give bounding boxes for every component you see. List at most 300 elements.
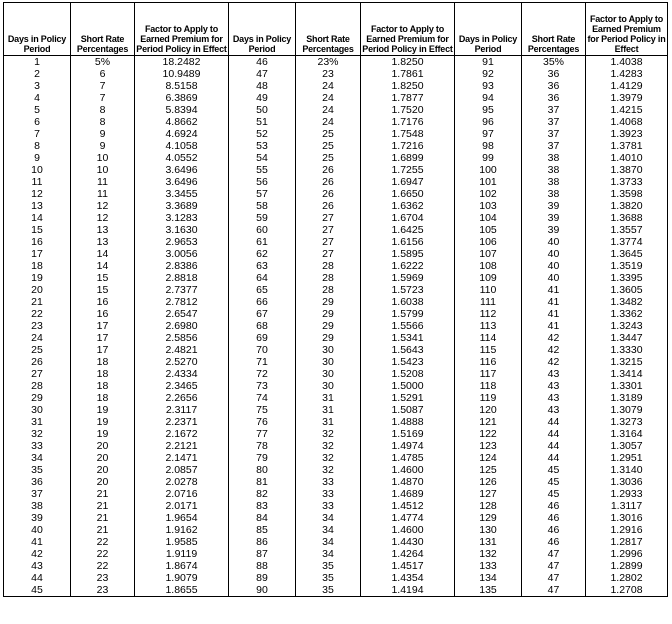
factor-cell: 1.3557 (586, 224, 668, 236)
table-row (4, 512, 668, 524)
factor-cell: 1.3079 (586, 404, 668, 416)
days-cell: 132 (455, 548, 522, 560)
short-rate-cell: 31 (296, 392, 361, 404)
factor-cell: 1.2916 (586, 524, 668, 536)
factor-cell: 1.4600 (361, 524, 455, 536)
factor-cell: 1.7255 (361, 164, 455, 176)
short-rate-cell: 20 (71, 464, 135, 476)
factor-cell: 6.3869 (135, 92, 229, 104)
table-row (4, 320, 668, 332)
factor-cell: 1.4888 (361, 416, 455, 428)
table-row (4, 272, 668, 284)
days-cell: 40 (4, 524, 71, 536)
days-cell: 43 (4, 560, 71, 572)
days-cell: 34 (4, 452, 71, 464)
table-row (4, 476, 668, 488)
short-rate-cell: 42 (522, 356, 586, 368)
short-rate-cell: 18 (71, 368, 135, 380)
table-row (4, 440, 668, 452)
days-cell: 28 (4, 380, 71, 392)
days-cell: 41 (4, 536, 71, 548)
short-rate-cell: 31 (296, 416, 361, 428)
factor-cell: 1.5566 (361, 320, 455, 332)
days-cell: 78 (229, 440, 296, 452)
factor-cell: 1.4010 (586, 152, 668, 164)
factor-cell: 2.2656 (135, 392, 229, 404)
days-cell: 134 (455, 572, 522, 584)
short-rate-cell: 47 (522, 572, 586, 584)
factor-cell: 1.5169 (361, 428, 455, 440)
short-rate-cell: 25 (296, 140, 361, 152)
short-rate-cell: 43 (522, 380, 586, 392)
factor-cell: 2.4821 (135, 344, 229, 356)
short-rate-cell: 47 (522, 584, 586, 597)
header-factor-col1: Factor to Apply to Earned Premium for Period Policy in Effect (135, 3, 229, 56)
factor-cell: 2.6547 (135, 308, 229, 320)
factor-cell: 1.2951 (586, 452, 668, 464)
factor-cell: 4.0552 (135, 152, 229, 164)
factor-cell: 1.5087 (361, 404, 455, 416)
short-rate-cell: 11 (71, 188, 135, 200)
table-row (4, 152, 668, 164)
days-cell: 54 (229, 152, 296, 164)
short-rate-cell: 38 (522, 164, 586, 176)
short-rate-cell: 39 (522, 212, 586, 224)
table-row (4, 68, 668, 80)
days-cell: 58 (229, 200, 296, 212)
factor-cell: 1.5723 (361, 284, 455, 296)
factor-cell: 1.3774 (586, 236, 668, 248)
factor-cell: 1.2802 (586, 572, 668, 584)
factor-cell: 1.3688 (586, 212, 668, 224)
factor-cell: 1.3330 (586, 344, 668, 356)
factor-cell: 1.5208 (361, 368, 455, 380)
days-cell: 75 (229, 404, 296, 416)
short-rate-cell: 17 (71, 320, 135, 332)
header-days-col3: Days in Policy Period (455, 3, 522, 56)
days-cell: 114 (455, 332, 522, 344)
factor-cell: 2.3465 (135, 380, 229, 392)
factor-cell: 1.7877 (361, 92, 455, 104)
factor-cell: 1.4974 (361, 440, 455, 452)
short-rate-cell: 20 (71, 440, 135, 452)
short-rate-cell: 30 (296, 344, 361, 356)
factor-cell: 2.0171 (135, 500, 229, 512)
short-rate-cell: 13 (71, 236, 135, 248)
short-rate-cell: 27 (296, 248, 361, 260)
factor-cell: 1.6362 (361, 200, 455, 212)
days-cell: 26 (4, 356, 71, 368)
factor-cell: 1.4194 (361, 584, 455, 597)
days-cell: 119 (455, 392, 522, 404)
days-cell: 108 (455, 260, 522, 272)
short-rate-cell: 38 (522, 152, 586, 164)
factor-cell: 1.5000 (361, 380, 455, 392)
factor-cell: 1.4354 (361, 572, 455, 584)
factor-cell: 1.9654 (135, 512, 229, 524)
days-cell: 45 (4, 584, 71, 597)
days-cell: 88 (229, 560, 296, 572)
factor-cell: 2.2121 (135, 440, 229, 452)
short-rate-cell: 17 (71, 332, 135, 344)
factor-cell: 2.4334 (135, 368, 229, 380)
factor-cell: 1.3036 (586, 476, 668, 488)
factor-cell: 1.6704 (361, 212, 455, 224)
short-rate-cell: 35% (522, 56, 586, 69)
factor-cell: 1.3140 (586, 464, 668, 476)
factor-cell: 1.3117 (586, 500, 668, 512)
short-rate-cell: 44 (522, 452, 586, 464)
short-rate-cell: 47 (522, 548, 586, 560)
factor-cell: 1.3243 (586, 320, 668, 332)
short-rate-cell: 23 (71, 572, 135, 584)
factor-cell: 1.4600 (361, 464, 455, 476)
short-rate-cell: 38 (522, 176, 586, 188)
factor-cell: 1.3164 (586, 428, 668, 440)
factor-cell: 18.2482 (135, 56, 229, 69)
short-rate-cell: 30 (296, 356, 361, 368)
short-rate-cell: 21 (71, 512, 135, 524)
days-cell: 105 (455, 224, 522, 236)
factor-cell: 1.6038 (361, 296, 455, 308)
short-rate-cell: 32 (296, 440, 361, 452)
short-rate-cell: 30 (296, 368, 361, 380)
days-cell: 122 (455, 428, 522, 440)
short-rate-cell: 39 (522, 200, 586, 212)
table-row (4, 488, 668, 500)
days-cell: 127 (455, 488, 522, 500)
factor-cell: 3.6496 (135, 164, 229, 176)
factor-cell: 2.0716 (135, 488, 229, 500)
days-cell: 104 (455, 212, 522, 224)
factor-cell: 3.6496 (135, 176, 229, 188)
factor-cell: 2.0278 (135, 476, 229, 488)
short-rate-cell: 14 (71, 248, 135, 260)
days-cell: 126 (455, 476, 522, 488)
days-cell: 4 (4, 92, 71, 104)
days-cell: 67 (229, 308, 296, 320)
short-rate-cell: 41 (522, 320, 586, 332)
days-cell: 125 (455, 464, 522, 476)
short-rate-cell: 18 (71, 392, 135, 404)
days-cell: 106 (455, 236, 522, 248)
factor-cell: 1.9585 (135, 536, 229, 548)
short-rate-cell: 29 (296, 308, 361, 320)
short-rate-cell: 46 (522, 524, 586, 536)
factor-cell: 1.3645 (586, 248, 668, 260)
days-cell: 24 (4, 332, 71, 344)
short-rate-cell: 34 (296, 536, 361, 548)
days-cell: 47 (229, 68, 296, 80)
short-rate-cell: 33 (296, 488, 361, 500)
header-short-rate-col2: Short Rate Percentages (296, 3, 361, 56)
days-cell: 117 (455, 368, 522, 380)
short-rate-cell: 24 (296, 92, 361, 104)
table-row (4, 368, 668, 380)
days-cell: 91 (455, 56, 522, 69)
short-rate-cell: 28 (296, 284, 361, 296)
table-row (4, 116, 668, 128)
factor-cell: 1.6947 (361, 176, 455, 188)
table-row (4, 416, 668, 428)
days-cell: 62 (229, 248, 296, 260)
short-rate-cell: 32 (296, 428, 361, 440)
short-rate-cell: 44 (522, 416, 586, 428)
header-short-rate-col1: Short Rate Percentages (71, 3, 135, 56)
table-row (4, 548, 668, 560)
factor-cell: 1.2708 (586, 584, 668, 597)
days-cell: 10 (4, 164, 71, 176)
short-rate-cell: 33 (296, 500, 361, 512)
factor-cell: 1.9119 (135, 548, 229, 560)
short-rate-cell: 35 (296, 584, 361, 597)
short-rate-cell: 35 (296, 560, 361, 572)
short-rate-cell: 38 (522, 188, 586, 200)
short-rate-cell: 5% (71, 56, 135, 69)
days-cell: 101 (455, 176, 522, 188)
short-rate-cell: 39 (522, 224, 586, 236)
days-cell: 61 (229, 236, 296, 248)
factor-cell: 1.4068 (586, 116, 668, 128)
days-cell: 83 (229, 500, 296, 512)
days-cell: 55 (229, 164, 296, 176)
table-row (4, 224, 668, 236)
days-cell: 23 (4, 320, 71, 332)
days-cell: 79 (229, 452, 296, 464)
short-rate-cell: 36 (522, 80, 586, 92)
days-cell: 115 (455, 344, 522, 356)
days-cell: 31 (4, 416, 71, 428)
short-rate-table (3, 2, 668, 597)
factor-cell: 4.1058 (135, 140, 229, 152)
days-cell: 29 (4, 392, 71, 404)
factor-cell: 2.6980 (135, 320, 229, 332)
factor-cell: 1.6425 (361, 224, 455, 236)
short-rate-cell: 36 (522, 68, 586, 80)
table-row (4, 572, 668, 584)
days-cell: 11 (4, 176, 71, 188)
short-rate-cell: 16 (71, 296, 135, 308)
factor-cell: 1.4264 (361, 548, 455, 560)
factor-cell: 2.8386 (135, 260, 229, 272)
short-rate-cell: 24 (296, 80, 361, 92)
table-row (4, 452, 668, 464)
factor-cell: 2.8818 (135, 272, 229, 284)
factor-cell: 1.4215 (586, 104, 668, 116)
factor-cell: 1.3414 (586, 368, 668, 380)
days-cell: 131 (455, 536, 522, 548)
table-row (4, 140, 668, 152)
short-rate-cell: 18 (71, 380, 135, 392)
days-cell: 60 (229, 224, 296, 236)
short-rate-cell: 24 (296, 116, 361, 128)
days-cell: 96 (455, 116, 522, 128)
table-row (4, 464, 668, 476)
short-rate-cell: 45 (522, 464, 586, 476)
short-rate-cell: 12 (71, 212, 135, 224)
short-rate-cell: 37 (522, 128, 586, 140)
days-cell: 72 (229, 368, 296, 380)
factor-cell: 2.1471 (135, 452, 229, 464)
days-cell: 33 (4, 440, 71, 452)
factor-cell: 1.6222 (361, 260, 455, 272)
short-rate-cell: 19 (71, 404, 135, 416)
factor-cell: 1.6156 (361, 236, 455, 248)
short-rate-cell: 27 (296, 224, 361, 236)
table-row (4, 56, 668, 69)
table-row (4, 380, 668, 392)
days-cell: 6 (4, 116, 71, 128)
factor-cell: 2.3117 (135, 404, 229, 416)
short-rate-cell: 43 (522, 368, 586, 380)
days-cell: 9 (4, 152, 71, 164)
factor-cell: 3.1630 (135, 224, 229, 236)
short-rate-cell: 44 (522, 440, 586, 452)
factor-cell: 5.8394 (135, 104, 229, 116)
factor-cell: 2.7812 (135, 296, 229, 308)
short-rate-cell: 29 (296, 332, 361, 344)
table-row (4, 344, 668, 356)
days-cell: 12 (4, 188, 71, 200)
days-cell: 69 (229, 332, 296, 344)
table-row (4, 176, 668, 188)
days-cell: 80 (229, 464, 296, 476)
factor-cell: 1.2996 (586, 548, 668, 560)
short-rate-cell: 27 (296, 236, 361, 248)
days-cell: 13 (4, 200, 71, 212)
factor-cell: 1.7216 (361, 140, 455, 152)
factor-cell: 1.4774 (361, 512, 455, 524)
short-rate-cell: 21 (71, 524, 135, 536)
days-cell: 20 (4, 284, 71, 296)
factor-cell: 1.8250 (361, 80, 455, 92)
factor-cell: 1.2817 (586, 536, 668, 548)
factor-cell: 8.5158 (135, 80, 229, 92)
short-rate-cell: 13 (71, 224, 135, 236)
days-cell: 52 (229, 128, 296, 140)
factor-cell: 1.5895 (361, 248, 455, 260)
days-cell: 49 (229, 92, 296, 104)
factor-cell: 1.4129 (586, 80, 668, 92)
short-rate-cell: 25 (296, 128, 361, 140)
factor-cell: 1.3870 (586, 164, 668, 176)
days-cell: 19 (4, 272, 71, 284)
short-rate-cell: 40 (522, 248, 586, 260)
short-rate-cell: 29 (296, 296, 361, 308)
days-cell: 107 (455, 248, 522, 260)
factor-cell: 1.3447 (586, 332, 668, 344)
short-rate-cell: 14 (71, 260, 135, 272)
days-cell: 59 (229, 212, 296, 224)
short-rate-cell: 15 (71, 272, 135, 284)
short-rate-cell: 40 (522, 236, 586, 248)
short-rate-cell: 44 (522, 428, 586, 440)
days-cell: 22 (4, 308, 71, 320)
days-cell: 51 (229, 116, 296, 128)
days-cell: 39 (4, 512, 71, 524)
short-rate-cell: 40 (522, 272, 586, 284)
days-cell: 86 (229, 536, 296, 548)
days-cell: 113 (455, 320, 522, 332)
short-rate-cell: 33 (296, 476, 361, 488)
factor-cell: 1.3598 (586, 188, 668, 200)
days-cell: 116 (455, 356, 522, 368)
short-rate-cell: 8 (71, 104, 135, 116)
table-row (4, 332, 668, 344)
table-body (4, 56, 668, 597)
short-rate-cell: 22 (71, 560, 135, 572)
factor-cell: 3.0056 (135, 248, 229, 260)
short-rate-cell: 15 (71, 284, 135, 296)
short-rate-table-container (3, 2, 668, 597)
days-cell: 76 (229, 416, 296, 428)
days-cell: 87 (229, 548, 296, 560)
days-cell: 77 (229, 428, 296, 440)
days-cell: 7 (4, 128, 71, 140)
factor-cell: 1.4430 (361, 536, 455, 548)
factor-cell: 1.3016 (586, 512, 668, 524)
short-rate-cell: 25 (296, 152, 361, 164)
factor-cell: 1.6650 (361, 188, 455, 200)
factor-cell: 1.3781 (586, 140, 668, 152)
table-row (4, 584, 668, 597)
factor-cell: 1.9162 (135, 524, 229, 536)
short-rate-cell: 32 (296, 452, 361, 464)
days-cell: 44 (4, 572, 71, 584)
days-cell: 128 (455, 500, 522, 512)
factor-cell: 2.2371 (135, 416, 229, 428)
days-cell: 123 (455, 440, 522, 452)
short-rate-cell: 34 (296, 524, 361, 536)
days-cell: 92 (455, 68, 522, 80)
days-cell: 95 (455, 104, 522, 116)
short-rate-cell: 7 (71, 80, 135, 92)
factor-cell: 1.5291 (361, 392, 455, 404)
days-cell: 38 (4, 500, 71, 512)
short-rate-cell: 41 (522, 308, 586, 320)
days-cell: 109 (455, 272, 522, 284)
header-short-rate-col3: Short Rate Percentages (522, 3, 586, 56)
short-rate-cell: 43 (522, 404, 586, 416)
factor-cell: 1.7176 (361, 116, 455, 128)
short-rate-cell: 36 (522, 92, 586, 104)
header-row (4, 3, 668, 56)
short-rate-cell: 23 (71, 584, 135, 597)
factor-cell: 1.8655 (135, 584, 229, 597)
table-row (4, 260, 668, 272)
short-rate-cell: 21 (71, 500, 135, 512)
short-rate-cell: 16 (71, 308, 135, 320)
factor-cell: 1.4785 (361, 452, 455, 464)
days-cell: 93 (455, 80, 522, 92)
short-rate-cell: 24 (296, 104, 361, 116)
factor-cell: 1.3395 (586, 272, 668, 284)
days-cell: 17 (4, 248, 71, 260)
factor-cell: 1.4512 (361, 500, 455, 512)
factor-cell: 4.6924 (135, 128, 229, 140)
days-cell: 85 (229, 524, 296, 536)
factor-cell: 1.5799 (361, 308, 455, 320)
days-cell: 130 (455, 524, 522, 536)
factor-cell: 2.0857 (135, 464, 229, 476)
days-cell: 14 (4, 212, 71, 224)
short-rate-cell: 17 (71, 344, 135, 356)
days-cell: 94 (455, 92, 522, 104)
factor-cell: 1.4038 (586, 56, 668, 69)
short-rate-cell: 8 (71, 116, 135, 128)
table-row (4, 188, 668, 200)
header-factor-col2: Factor to Apply to Earned Premium for Period Policy in Effect (361, 3, 455, 56)
